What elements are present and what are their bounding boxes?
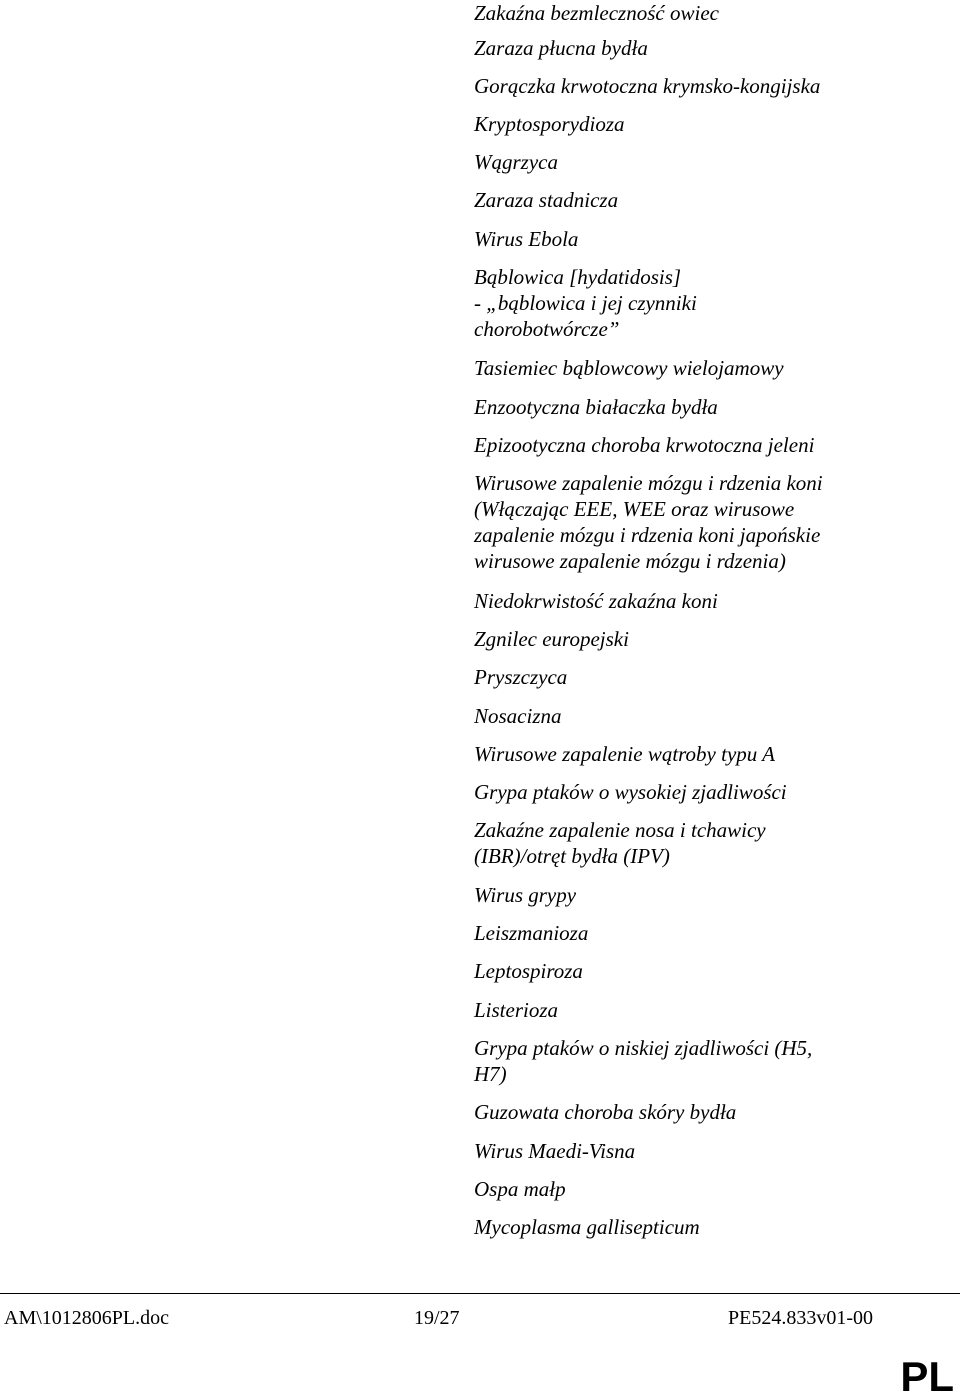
list-item: Epizootyczna choroba krwotoczna jeleni [474, 433, 815, 457]
list-item: Enzootyczna białaczka bydła [474, 395, 718, 419]
list-item: Zakaźna bezmleczność owiec [474, 1, 719, 25]
list-item: Guzowata choroba skóry bydła [474, 1100, 737, 1124]
list-item: Zaraza płucna bydła [474, 36, 648, 60]
list-item: Wirus Ebola [474, 227, 579, 251]
list-item: Bąblowica [hydatidosis] - „bąblowica i jej czynniki chorobotwórcze” [474, 265, 697, 341]
list-item: Kryptosporydioza [474, 112, 625, 136]
list-item: Wirus grypy [474, 883, 577, 907]
list-item: Grypa ptaków o wysokiej zjadliwości [474, 780, 787, 804]
footer-divider [0, 1293, 960, 1294]
language-code: PL [900, 1353, 954, 1400]
list-item: Ospa małp [474, 1177, 566, 1201]
document-code: PE524.833v01-00 [728, 1307, 873, 1329]
list-item: Wirusowe zapalenie wątroby typu A [474, 742, 775, 766]
list-item: Wągrzyca [474, 150, 558, 174]
document-reference: AM\1012806PL.doc [4, 1307, 169, 1329]
list-item: Tasiemiec bąblowcowy wielojamowy [474, 356, 784, 380]
list-item: Leptospiroza [474, 959, 583, 983]
list-item: Leiszmanioza [474, 921, 589, 945]
list-item: Nosacizna [474, 704, 562, 728]
list-item: Zakaźne zapalenie nosa i tchawicy (IBR)/otręt bydła (IPV) [474, 818, 766, 868]
list-item: Mycoplasma gallisepticum [474, 1215, 700, 1239]
list-item: Listerioza [474, 998, 559, 1022]
list-item: Wirus Maedi-Visna [474, 1139, 636, 1163]
list-item: Pryszczyca [474, 665, 568, 689]
page-number: 19/27 [414, 1307, 460, 1329]
list-item: Zgnilec europejski [474, 627, 629, 651]
list-item: Gorączka krwotoczna krymsko-kongijska [474, 74, 821, 98]
list-item: Zaraza stadnicza [474, 188, 619, 212]
list-item: Wirusowe zapalenie mózgu i rdzenia koni (Włączając EEE, WEE oraz wirusowe zapalenie mózgu i rdzenia koni japońskie wirusowe zapalenie mózgu i rdzenia) [474, 471, 823, 573]
list-item: Grypa ptaków o niskiej zjadliwości (H5, H7) [474, 1036, 813, 1086]
list-item: Niedokrwistość zakaźna koni [474, 589, 718, 613]
